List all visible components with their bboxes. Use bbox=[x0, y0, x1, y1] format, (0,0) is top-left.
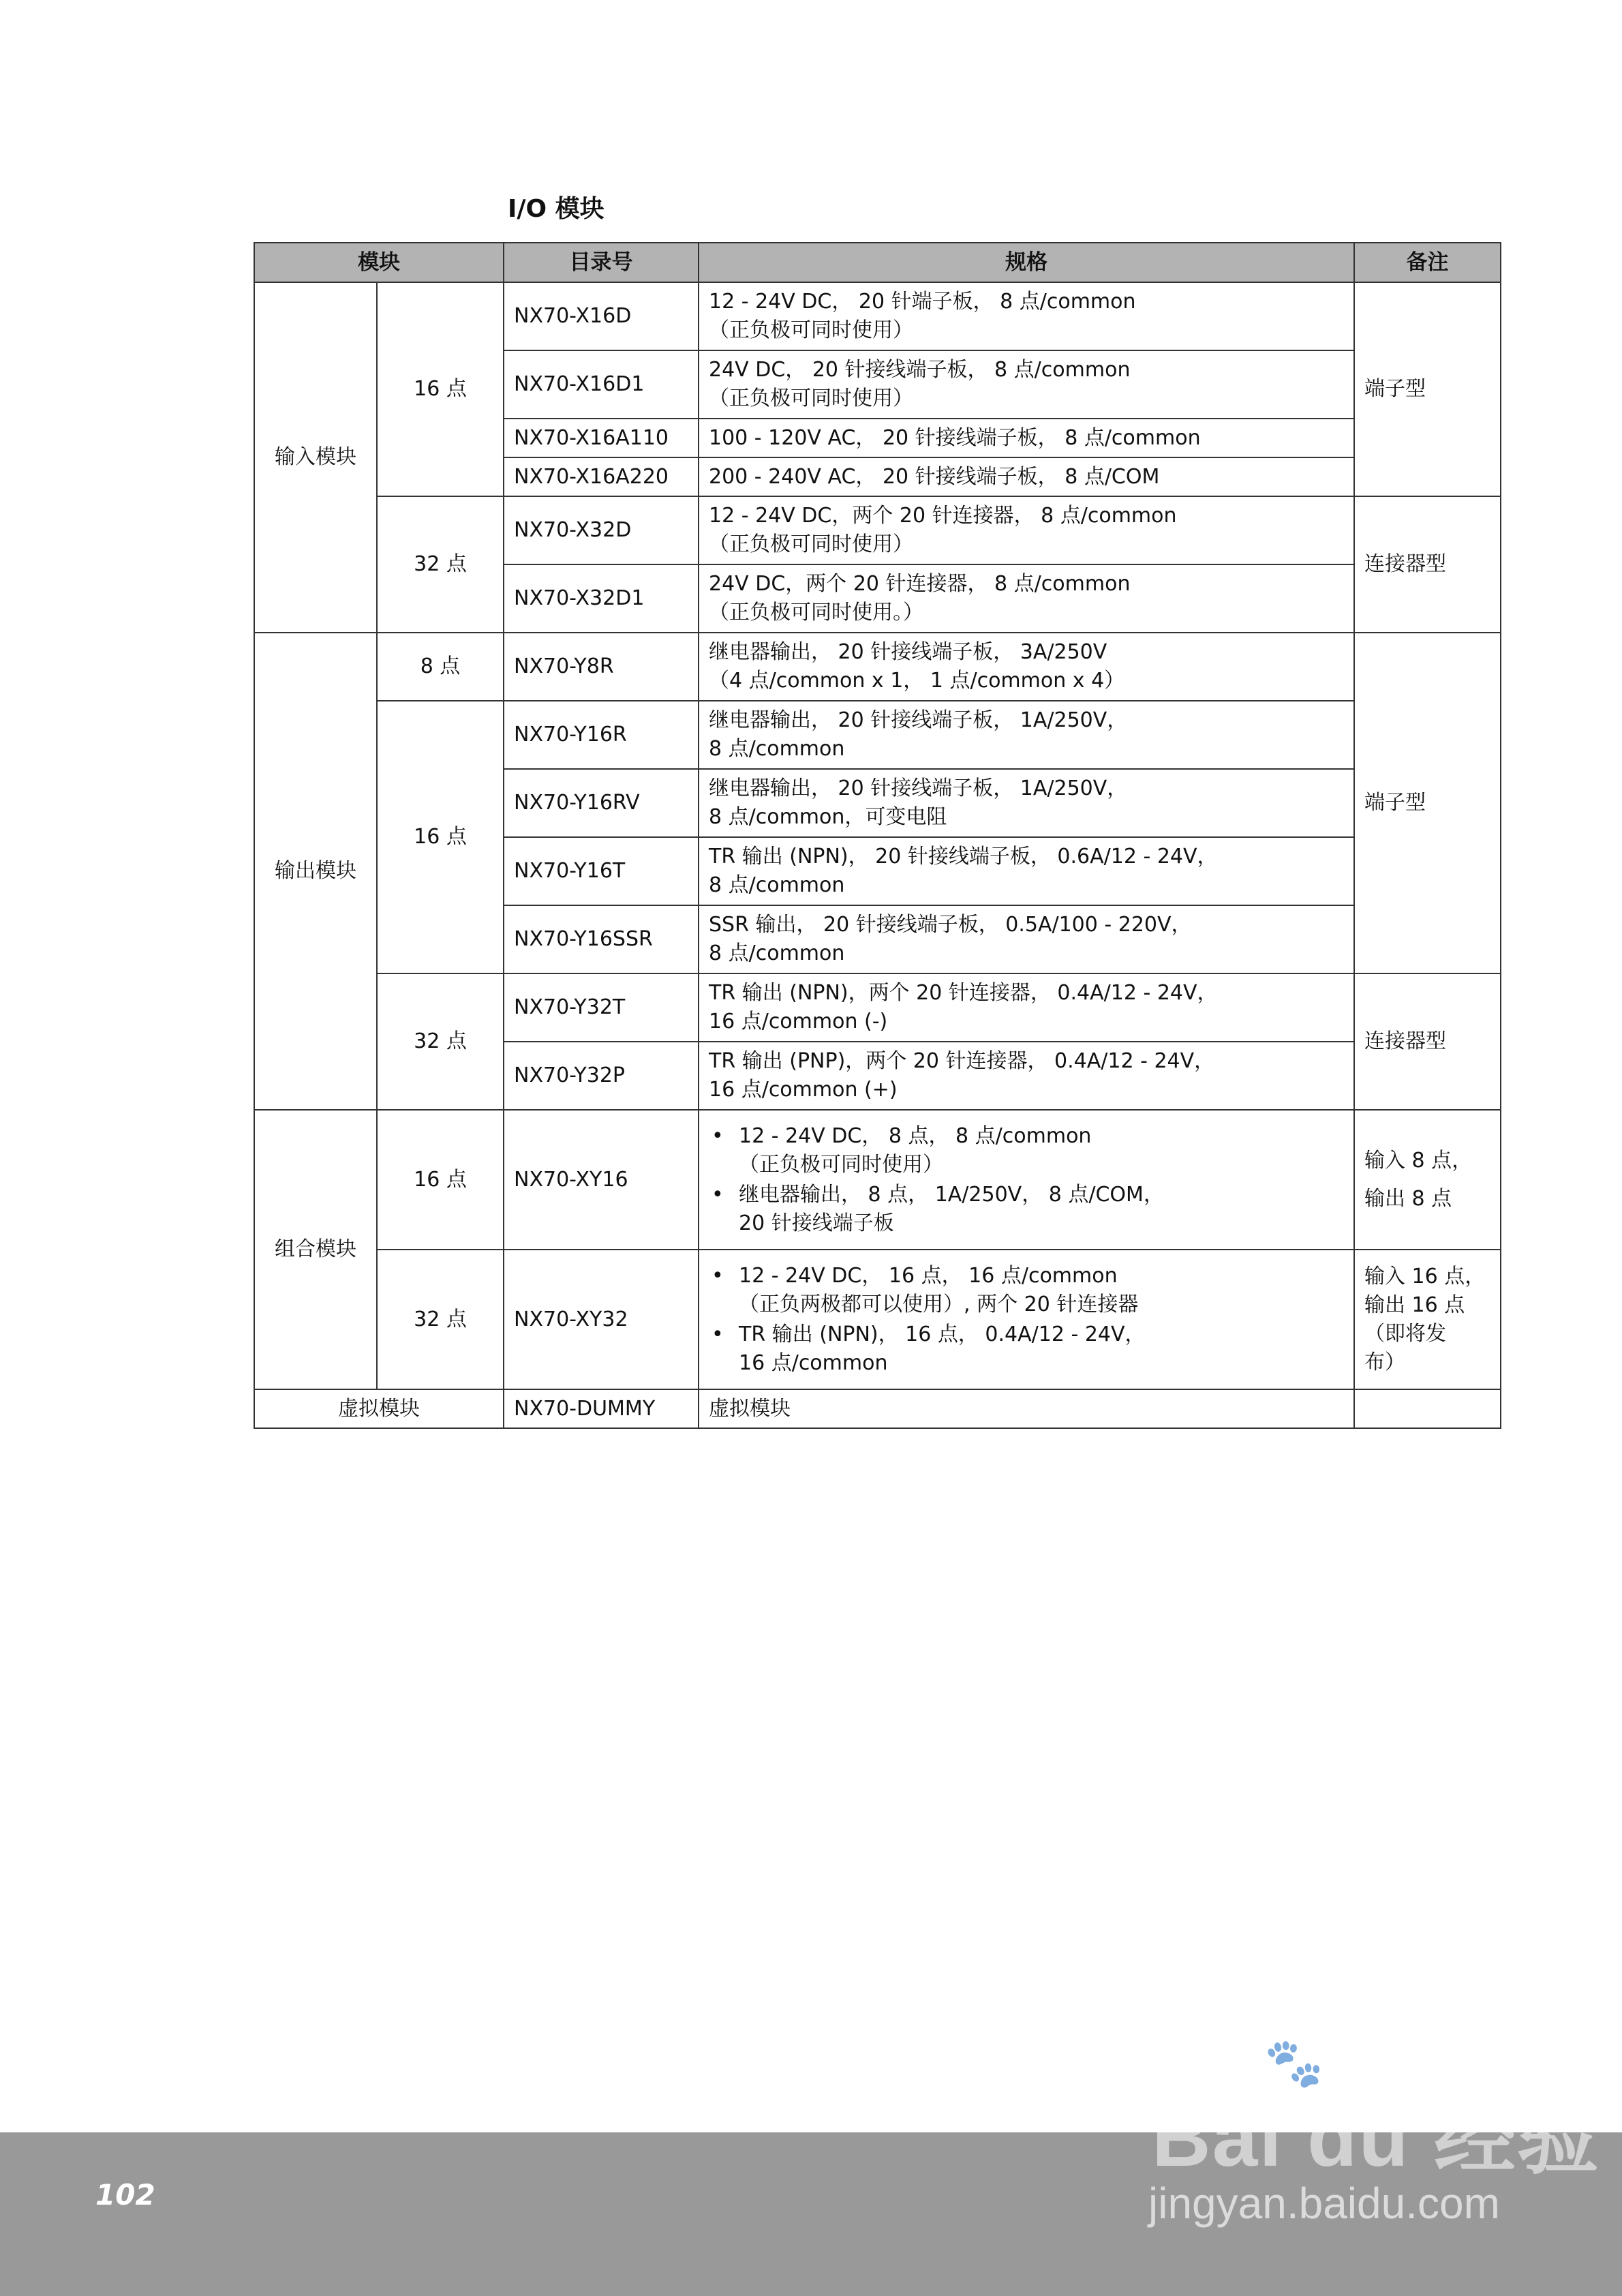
io-module-table bbox=[254, 242, 1501, 1429]
paw-icon: 🐾 bbox=[1264, 2035, 1324, 2091]
catalog-cell: NX70-X32D bbox=[504, 496, 699, 564]
spec-line: （正负极可同时使用） bbox=[709, 532, 913, 556]
spec-bullet-list bbox=[709, 1262, 1344, 1378]
spec-line: （正负两极都可以使用）, 两个 20 针连接器 bbox=[739, 1292, 1139, 1316]
spec-line: （4 点/common x 1， 1 点/common x 4） bbox=[709, 669, 1125, 693]
spec-line: 继电器输出， 20 针接线端子板， 3A/250V bbox=[709, 640, 1107, 664]
spec-bullet bbox=[709, 1122, 1344, 1179]
spec-cell bbox=[699, 837, 1354, 905]
spec-line: （正负极可同时使用） bbox=[709, 387, 913, 410]
catalog-cell: NX70-Y32P bbox=[504, 1042, 699, 1110]
remark-cell: 连接器型 bbox=[1354, 496, 1501, 633]
header-remark: 备注 bbox=[1354, 243, 1501, 282]
spec-line: 20 针接线端子板 bbox=[739, 1211, 894, 1235]
catalog-cell: NX70-X32D1 bbox=[504, 564, 699, 633]
spec-line: 16 点/common (-) bbox=[709, 1010, 888, 1033]
table-row bbox=[254, 701, 1501, 769]
spec-line: 100 - 120V AC， 20 针接线端子板， 8 点/common bbox=[709, 425, 1201, 450]
group-output: 输出模块 bbox=[254, 633, 377, 1110]
spec-line: 200 - 240V AC， 20 针接线端子板， 8 点/COM bbox=[709, 464, 1160, 489]
catalog-cell: NX70-DUMMY bbox=[504, 1389, 699, 1428]
spec-cell bbox=[699, 1110, 1354, 1250]
spec-line: 8 点/common bbox=[709, 873, 845, 897]
catalog-cell: NX70-X16A110 bbox=[504, 419, 699, 457]
spec-line: 12 - 24V DC，两个 20 针连接器， 8 点/common bbox=[709, 504, 1177, 528]
spec-bullet-list bbox=[709, 1122, 1344, 1238]
catalog-cell: NX70-X16A220 bbox=[504, 457, 699, 496]
table-row bbox=[254, 633, 1501, 701]
spec-line: 8 点/common，可变电阻 bbox=[709, 805, 947, 829]
spec-cell bbox=[699, 419, 1354, 457]
remark-cell: 连接器型 bbox=[1354, 973, 1501, 1110]
catalog-cell: NX70-Y16T bbox=[504, 837, 699, 905]
table-row bbox=[254, 282, 1501, 350]
header-spec: 规格 bbox=[699, 243, 1354, 282]
remark-cell bbox=[1354, 1389, 1501, 1428]
table-header-row bbox=[254, 243, 1501, 282]
page-title: I/O 模块 bbox=[508, 195, 605, 223]
group-dummy: 虚拟模块 bbox=[254, 1389, 504, 1428]
catalog-cell: NX70-Y16SSR bbox=[504, 905, 699, 973]
spec-cell bbox=[699, 1042, 1354, 1110]
spec-line: • TR 输出 (NPN)， 16 点， 0.4A/12 - 24V， bbox=[739, 1322, 1146, 1346]
catalog-cell: NX70-Y16RV bbox=[504, 769, 699, 837]
spec-cell bbox=[699, 905, 1354, 973]
remark-line: 布） bbox=[1364, 1350, 1405, 1374]
catalog-cell: NX70-XY32 bbox=[504, 1250, 699, 1389]
points-cell: 32 点 bbox=[377, 496, 504, 633]
spec-bullet bbox=[709, 1320, 1344, 1378]
points-cell: 16 点 bbox=[377, 282, 504, 496]
spec-line: 16 点/common bbox=[739, 1350, 888, 1375]
header-catalog: 目录号 bbox=[504, 243, 699, 282]
spec-line: • 12 - 24V DC， 8 点， 8 点/common bbox=[739, 1123, 1092, 1148]
table-row bbox=[254, 1250, 1501, 1389]
spec-cell bbox=[699, 457, 1354, 496]
points-cell: 16 点 bbox=[377, 701, 504, 973]
catalog-cell: NX70-Y32T bbox=[504, 973, 699, 1042]
catalog-cell: NX70-Y16R bbox=[504, 701, 699, 769]
group-combo: 组合模块 bbox=[254, 1110, 377, 1389]
spec-bullet bbox=[709, 1181, 1344, 1238]
page-number: 102 bbox=[95, 2178, 155, 2211]
spec-cell bbox=[699, 564, 1354, 633]
spec-cell bbox=[699, 1250, 1354, 1389]
table-row bbox=[254, 1110, 1501, 1250]
spec-line: 16 点/common (+) bbox=[709, 1078, 898, 1102]
spec-line: 24V DC， 20 针接线端子板， 8 点/common bbox=[709, 358, 1131, 382]
spec-cell bbox=[699, 282, 1354, 350]
spec-bullet bbox=[709, 1262, 1344, 1319]
table-row bbox=[254, 1389, 1501, 1428]
spec-line: （正负极可同时使用） bbox=[709, 318, 913, 342]
catalog-cell: NX70-Y8R bbox=[504, 633, 699, 701]
remark-line: 输出 8 点 bbox=[1364, 1186, 1452, 1211]
spec-line: • 12 - 24V DC， 16 点， 16 点/common bbox=[739, 1263, 1118, 1288]
spec-line: （正负极可同时使用。） bbox=[709, 601, 923, 624]
spec-line: 8 点/common bbox=[709, 941, 845, 965]
remark-cell: 端子型 bbox=[1354, 633, 1501, 973]
spec-line: 继电器输出， 20 针接线端子板， 1A/250V， bbox=[709, 776, 1128, 800]
spec-cell bbox=[699, 633, 1354, 701]
remark-line: （即将发 bbox=[1364, 1321, 1446, 1346]
remark-cell bbox=[1354, 1250, 1501, 1389]
catalog-cell: NX70-XY16 bbox=[504, 1110, 699, 1250]
remark-line: 输入 16 点， bbox=[1364, 1264, 1486, 1288]
spec-cell bbox=[699, 1389, 1354, 1428]
spec-cell bbox=[699, 769, 1354, 837]
spec-line: 8 点/common bbox=[709, 737, 845, 761]
table-row bbox=[254, 496, 1501, 564]
group-input: 输入模块 bbox=[254, 282, 377, 633]
points-cell: 8 点 bbox=[377, 633, 504, 701]
remark-cell: 端子型 bbox=[1354, 282, 1501, 496]
spec-cell bbox=[699, 496, 1354, 564]
spec-line: （正负极可同时使用） bbox=[739, 1152, 943, 1177]
spec-line: SSR 输出， 20 针接线端子板， 0.5A/100 - 220V， bbox=[709, 913, 1192, 937]
remark-line: 输入 8 点， bbox=[1364, 1148, 1473, 1173]
watermark-url: jingyan.baidu.com bbox=[1148, 2179, 1500, 2228]
spec-cell bbox=[699, 973, 1354, 1042]
catalog-cell: NX70-X16D bbox=[504, 282, 699, 350]
remark-line: 输出 16 点 bbox=[1364, 1293, 1465, 1317]
spec-line: 24V DC，两个 20 针连接器， 8 点/common bbox=[709, 572, 1131, 596]
spec-line: • 继电器输出， 8 点， 1A/250V， 8 点/COM， bbox=[739, 1182, 1164, 1207]
spec-line: 虚拟模块 bbox=[709, 1396, 791, 1421]
points-cell: 16 点 bbox=[377, 1110, 504, 1250]
spec-line: TR 输出 (NPN)， 20 针接线端子板， 0.6A/12 - 24V， bbox=[709, 845, 1218, 868]
points-cell: 32 点 bbox=[377, 973, 504, 1110]
header-module: 模块 bbox=[254, 243, 504, 282]
watermark-logo: Bai du 经验 bbox=[1152, 2092, 1601, 2184]
remark-cell bbox=[1354, 1110, 1501, 1250]
catalog-cell: NX70-X16D1 bbox=[504, 350, 699, 419]
points-cell: 32 点 bbox=[377, 1250, 504, 1389]
spec-line: 12 - 24V DC， 20 针端子板， 8 点/common bbox=[709, 290, 1136, 314]
table-row bbox=[254, 973, 1501, 1042]
spec-line: TR 输出 (PNP)，两个 20 针连接器， 0.4A/12 - 24V， bbox=[709, 1049, 1215, 1073]
spec-line: TR 输出 (NPN)，两个 20 针连接器， 0.4A/12 - 24V， bbox=[709, 981, 1218, 1005]
spec-line: 继电器输出， 20 针接线端子板， 1A/250V， bbox=[709, 708, 1128, 732]
spec-cell bbox=[699, 350, 1354, 419]
spec-cell bbox=[699, 701, 1354, 769]
